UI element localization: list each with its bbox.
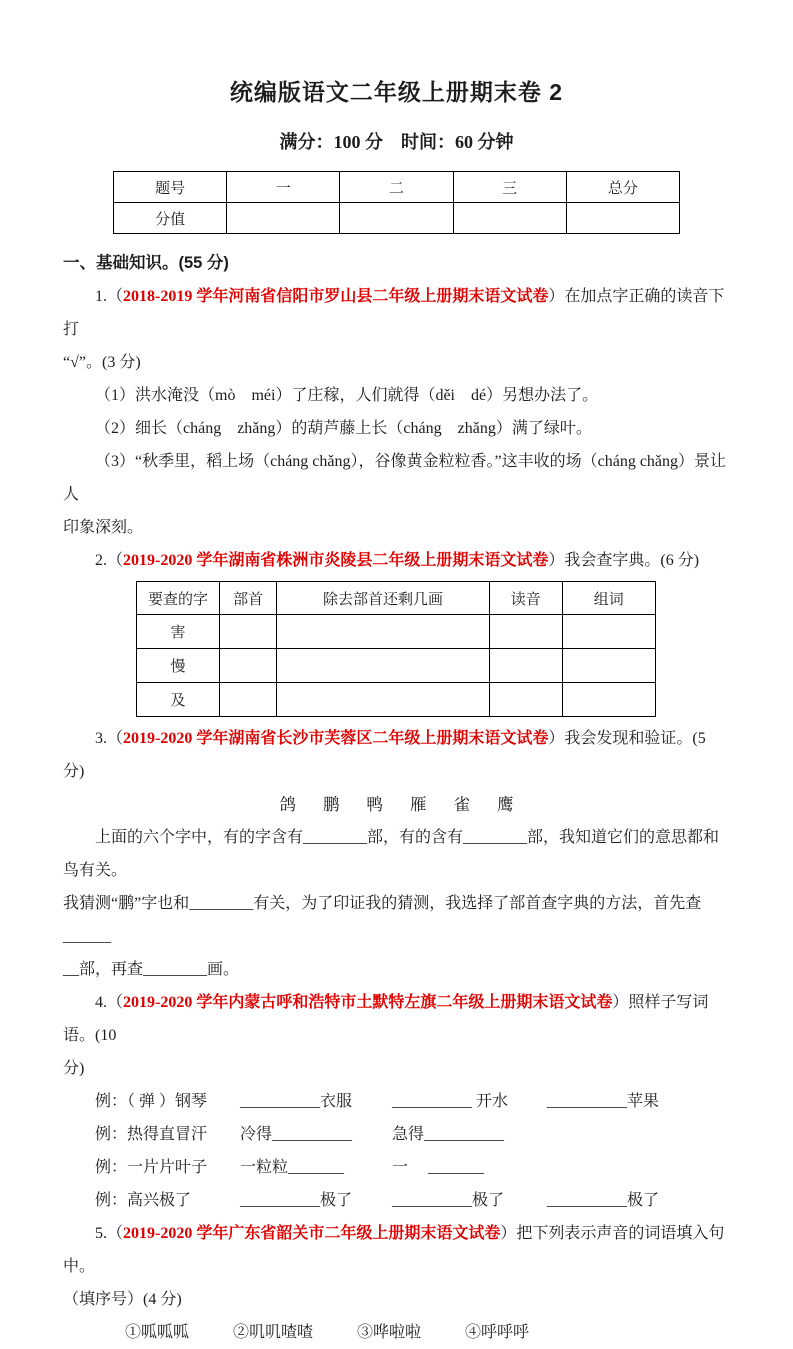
question-4-number: 4.（: [95, 994, 124, 1011]
table-row: [114, 203, 680, 234]
dict-empty-cell: [277, 649, 490, 683]
score-empty-cell: [227, 203, 340, 234]
question-4-stem: [63, 986, 730, 1052]
table-row: [137, 683, 656, 717]
question-3-fill-line-1: 上面的六个字中，有的字含有________部，有的含有________部，我知道它们的意思都和鸟有关。: [63, 829, 720, 879]
score-empty-cell: [453, 203, 566, 234]
question-5-number: 5.（: [95, 1225, 124, 1242]
dict-header-cell: 除去部首还剩几画: [277, 582, 490, 615]
example-row-measure-word: [95, 1151, 730, 1184]
sound-word-option: ①呱呱呱: [125, 1324, 190, 1341]
question-2-number: 2.（: [95, 552, 124, 569]
dict-empty-cell: [220, 683, 277, 717]
fill-blank: [547, 1118, 730, 1151]
table-row: [137, 582, 656, 615]
score-header-cell: 一: [227, 172, 340, 203]
fill-blank: __________衣服: [240, 1093, 353, 1110]
page-title: 统编版语文二年级上册期末卷 2: [229, 79, 564, 105]
fill-blank: __________苹果: [547, 1093, 660, 1110]
exam-source-ref: 2019-2020 学年湖南省长沙市芙蓉区二年级上册期末语文试卷: [123, 730, 549, 747]
question-5-text: ）把下列表示声音的词语填入句中。: [63, 1225, 725, 1275]
dict-empty-cell: [489, 649, 562, 683]
example-label: 例：高兴极了: [95, 1192, 192, 1209]
bird-character: 雁: [410, 795, 427, 814]
sound-word-option: ②叽叽喳喳: [233, 1324, 314, 1341]
question-4-stem-line2: 分): [63, 1060, 85, 1077]
sound-word-option: ③哗啦啦: [357, 1324, 422, 1341]
example-label: 例：热得直冒汗: [95, 1126, 208, 1143]
table-row: [137, 649, 656, 683]
fill-blank: __________极了: [547, 1192, 660, 1209]
bird-character: 鹰: [497, 795, 514, 814]
question-1-item-3-continued: 印象深刻。: [63, 519, 144, 536]
dict-empty-cell: [277, 683, 490, 717]
exam-source-ref: 2019-2020 学年湖南省株洲市炎陵县二年级上册期末语文试卷: [123, 552, 549, 569]
bird-character: 鹏: [323, 795, 340, 814]
example-row-verb-object: [95, 1085, 730, 1118]
question-3-fill-line-2: 我猜测“鹏”字也和________有关，为了印证我的猜测，我选择了部首查字典的方法，首先查______: [63, 895, 702, 945]
bird-character: 雀: [453, 795, 470, 814]
dict-character-cell: 及: [137, 683, 220, 717]
dict-empty-cell: [220, 649, 277, 683]
example-label: 例：一片片叶子: [95, 1159, 208, 1176]
fill-blank: __________ 开水: [392, 1093, 509, 1110]
dict-header-cell: 部首: [220, 582, 277, 615]
sound-word-options-row: [125, 1316, 730, 1349]
fill-blank: __________极了: [240, 1192, 353, 1209]
score-header-cell: 三: [453, 172, 566, 203]
fill-blank: 一 _______: [392, 1159, 485, 1176]
score-empty-cell: [566, 203, 679, 234]
bird-character: 鸽: [279, 795, 296, 814]
exam-source-ref: 2019-2020 学年内蒙古呼和浩特市土默特左旗二年级上册期末语文试卷: [123, 994, 613, 1011]
score-header-cell: 二: [340, 172, 453, 203]
example-row-extremely: [95, 1184, 730, 1217]
table-row: [137, 615, 656, 649]
bird-characters-row: [63, 788, 730, 821]
question-2-text: ）我会查字典。(6 分): [548, 552, 700, 569]
question-5-stem: [63, 1217, 730, 1283]
example-label: 例：（ 弹 ）钢琴: [95, 1093, 208, 1110]
question-3-text: ）我会发现和验证。(5 分): [63, 730, 706, 780]
fill-blank: 急得__________: [392, 1126, 505, 1143]
exam-source-ref: 2019-2020 学年广东省韶关市二年级上册期末语文试卷: [123, 1225, 501, 1242]
dict-header-cell: 读音: [489, 582, 562, 615]
table-row: [114, 172, 680, 203]
question-4-text: ）照样子写词语。(10: [63, 994, 709, 1044]
score-summary-table: [113, 171, 680, 234]
dict-header-cell: 组词: [562, 582, 655, 615]
section-1-heading: 一、基础知识。(55 分): [63, 254, 229, 272]
question-1-stem: [63, 280, 730, 346]
score-row-label: 分值: [114, 203, 227, 234]
sound-word-option: ④呼呼呼: [465, 1324, 530, 1341]
question-1-number: 1.（: [95, 288, 124, 305]
question-3-number: 3.（: [95, 730, 124, 747]
fill-blank: 冷得__________: [240, 1126, 353, 1143]
dict-empty-cell: [562, 683, 655, 717]
score-header-cell: 题号: [114, 172, 227, 203]
fill-blank: 一粒粒_______: [240, 1159, 345, 1176]
fill-blank: [547, 1151, 730, 1184]
dict-empty-cell: [562, 649, 655, 683]
dict-empty-cell: [277, 615, 490, 649]
question-1-item-1: （1）洪水淹没（mò méi）了庄稼，人们就得（děi dé）另想办法了。: [95, 387, 599, 404]
dict-empty-cell: [562, 615, 655, 649]
score-empty-cell: [340, 203, 453, 234]
question-3-fill-line-3: __部，再查________画。: [63, 961, 240, 978]
question-5-stem-line2: （填序号）(4 分): [63, 1291, 182, 1308]
dict-character-cell: 慢: [137, 649, 220, 683]
dictionary-lookup-table: [136, 581, 656, 717]
exam-source-ref: 2018-2019 学年河南省信阳市罗山县二年级上册期末语文试卷: [123, 288, 549, 305]
bird-character: 鸭: [366, 795, 383, 814]
question-1-stem-line2: “√”。(3 分): [63, 354, 141, 371]
fill-blank: __________极了: [392, 1192, 505, 1209]
dict-empty-cell: [489, 615, 562, 649]
question-2-stem: [63, 544, 730, 577]
dict-empty-cell: [489, 683, 562, 717]
dict-empty-cell: [220, 615, 277, 649]
dict-character-cell: 害: [137, 615, 220, 649]
example-row-adjective-de: [95, 1118, 730, 1151]
question-1-item-3: （3）“秋季里，稻上场（cháng chǎng），谷像黄金粒粒香。”这丰收的场（cháng chǎng）景让人: [63, 453, 727, 503]
exam-score-time-subtitle: 满分：100 分 时间：60 分钟: [279, 132, 514, 152]
question-1-item-2: （2）细长（cháng zhǎng）的葫芦藤上长（cháng zhǎng）满了绿叶。: [95, 420, 592, 437]
dict-header-cell: 要查的字: [137, 582, 220, 615]
question-3-stem: [63, 722, 730, 788]
score-header-cell: 总分: [566, 172, 679, 203]
question-1-text: ）在加点字正确的读音下打: [63, 288, 725, 338]
